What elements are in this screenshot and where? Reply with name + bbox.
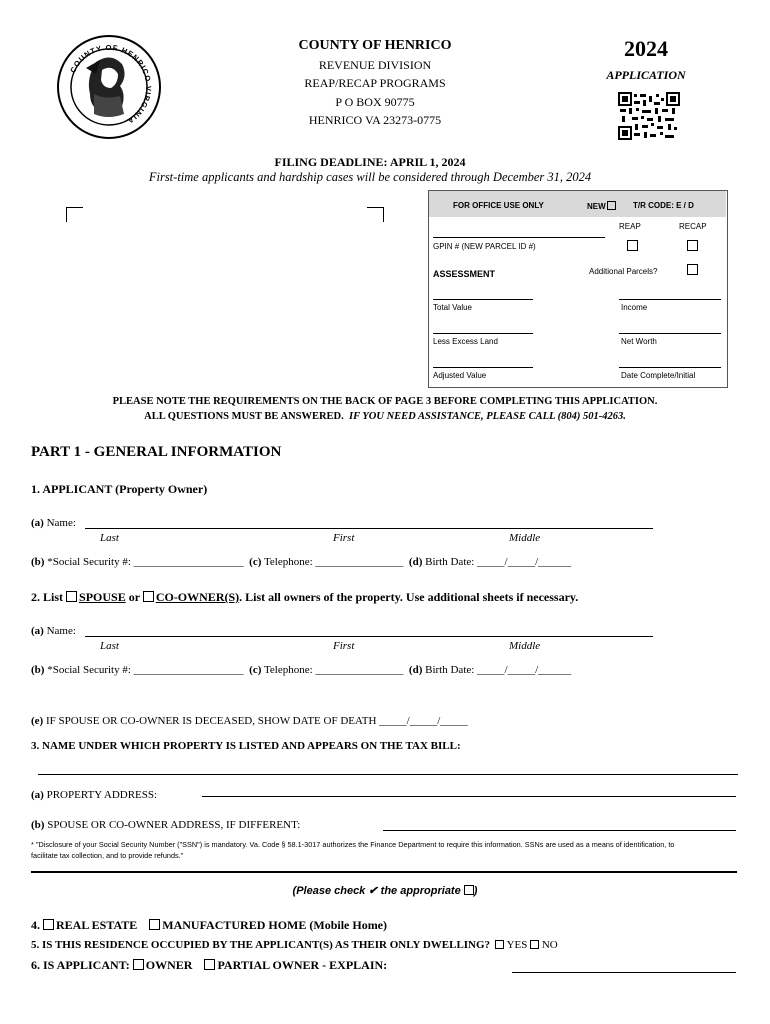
notice-line-1: PLEASE NOTE THE REQUIREMENTS ON THE BACK OF PAGE 3 BEFORE COMPLETING THIS APPLICATION. [112,396,658,407]
filing-note: First-time applicants and hardship cases will be considered through December 31, 2024 [148,170,592,184]
q2-label [31,590,578,605]
spouse-address-row [31,819,300,831]
qr-code-icon [618,92,680,140]
owner-checkbox[interactable] [133,959,144,970]
org-name: COUNTY OF HENRICO [298,38,452,53]
q6-label: 6. IS APPLICANT: [31,958,133,972]
income-label: Income [621,303,648,312]
item-b: (b) [31,556,45,568]
last-label: Last [100,640,119,652]
assessment-label: ASSESSMENT [433,269,496,279]
ssn-field[interactable]: *Social Security #: ____________________ [47,664,244,676]
property-address-label: PROPERTY ADDRESS: [46,789,158,801]
partial-owner-label: PARTIAL OWNER - EXPLAIN: [217,958,388,972]
tax-bill-name-field[interactable] [38,774,738,775]
item-d: (d) [408,556,423,568]
address-window-bracket-right [367,207,384,222]
q5-label: 5. IS THIS RESIDENCE OCCUPIED BY THE APPLICANT(S) AS THEIR ONLY DWELLING? [31,939,491,951]
new-label: NEW [587,202,606,211]
city-zip: HENRICO VA 23273-0775 [308,113,442,127]
new-checkbox[interactable] [607,201,616,210]
first-label: First [333,532,355,544]
owner-label: OWNER [145,958,193,972]
programs: REAP/RECAP PROGRAMS [304,76,446,90]
item-a: (a) [31,517,44,529]
name-label: Name: [46,517,76,529]
office-use-box [428,190,728,388]
check-note-b: the appropriate [377,885,464,897]
birth-date-field[interactable]: Birth Date: _____/_____/______ [425,664,572,676]
doc-type: APPLICATION [606,68,686,82]
county-seal [56,34,162,140]
applicant-ssn-row [31,556,571,568]
q5-row [31,939,558,951]
partial-owner-explain-field[interactable] [512,972,736,973]
gpin-label: GPIN # (NEW PARCEL ID #) [433,242,536,251]
property-address-row [31,789,157,801]
item-b: (b) [31,664,45,676]
division: REVENUE DIVISION [318,57,432,72]
date-of-death-field[interactable]: IF SPOUSE OR CO-OWNER IS DECEASED, SHOW DATE OF DEATH _____/_____/_____ [45,715,468,727]
partial-owner-checkbox[interactable] [204,959,215,970]
coowner-checkbox[interactable] [143,591,154,602]
office-use-title: FOR OFFICE USE ONLY [453,201,544,210]
coowner-name-row [31,625,76,637]
check-note-c: ) [473,885,478,897]
checkmark-icon: ✔ [368,885,378,897]
birth-date-field[interactable]: Birth Date: _____/_____/______ [425,556,572,568]
year: 2024 [624,36,668,61]
notice-assistance: IF YOU NEED ASSISTANCE, PLEASE CALL (804) 501-4263. [349,411,626,422]
q4-num: 4. [31,918,43,932]
property-address-field[interactable] [202,796,736,797]
reap-label: REAP [619,222,641,231]
net-worth-label: Net Worth [621,337,657,346]
spouse-checkbox[interactable] [66,591,77,602]
adjusted-value-line [433,367,533,368]
item-a: (a) [31,625,44,637]
total-value-line [433,299,533,300]
recap-checkbox[interactable] [687,240,698,251]
last-label: Last [100,532,119,544]
q2-num: 2. List [31,590,67,604]
po-box: P O BOX 90775 [335,94,415,109]
additional-parcels-checkbox[interactable] [687,264,698,275]
item-b: (b) [31,819,45,831]
q1-label: 1. APPLICANT (Property Owner) [31,482,208,496]
q2-rest: . List all owners of the property. Use additional sheets if necessary. [239,590,579,604]
q4-row [31,918,387,933]
no-label: NO [541,939,558,951]
date-of-death-row [31,715,468,727]
check-note [160,884,610,897]
spouse-address-label: SPOUSE OR CO-OWNER ADDRESS, IF DIFFERENT: [47,819,301,831]
q3-label: 3. NAME UNDER WHICH PROPERTY IS LISTED AND APPEARS ON THE TAX BILL: [31,740,461,752]
spouse-label: SPOUSE [79,590,126,604]
ssn-disclosure: * "Disclosure of your Social Security Number ("SSN") is mandatory. Va. Code § 58.1-3017 authorizes the Finance Department to require this information. SSNs are used as a means of identification, to facilitate tax collection, and to provide refunds." [31,840,675,860]
date-complete-label: Date Complete/Initial [621,371,696,380]
manufactured-home-label: MANUFACTURED HOME (Mobile Home) [162,918,388,932]
recap-label: RECAP [679,222,707,231]
yes-label: YES [506,939,528,951]
item-e: (e) [31,715,44,727]
applicant-name-row [31,517,76,529]
notice-answer-all: ALL QUESTIONS MUST BE ANSWERED. [144,411,344,422]
middle-label: Middle [509,532,541,544]
seal-icon [56,34,162,140]
q6-row [31,958,387,973]
gpin-line [433,237,605,238]
adjusted-value-label: Adjusted Value [433,371,487,380]
ssn-field[interactable]: *Social Security #: ____________________ [47,556,244,568]
item-c: (c) [249,664,262,676]
spouse-address-field[interactable] [383,830,736,831]
notice-line-2 [20,411,750,422]
date-complete-line [619,367,721,368]
yes-checkbox[interactable] [495,940,504,949]
coowner-name-field[interactable] [85,636,653,637]
telephone-field[interactable]: Telephone: ________________ [263,556,404,568]
address-window-bracket-left [66,207,83,222]
additional-parcels-label: Additional Parcels? [589,267,658,276]
coowner-label: CO-OWNER(S) [155,590,240,604]
income-line [619,299,721,300]
manufactured-home-checkbox[interactable] [149,919,160,930]
applicant-name-field[interactable] [85,528,653,529]
real-estate-label: REAL ESTATE [56,918,138,932]
filing-deadline: FILING DEADLINE: APRIL 1, 2024 [274,155,466,169]
check-note-a: (Please check [292,885,369,897]
qr-code [618,92,680,140]
middle-label: Middle [509,640,541,652]
less-excess-label: Less Excess Land [433,337,498,346]
section-divider [31,871,737,873]
svg-text:COUNTY OF HENRICO VIRGINIA: COUNTY OF HENRICO VIRGINIA [68,42,154,126]
item-d: (d) [408,664,423,676]
q2-or: or [125,590,143,604]
item-a: (a) [31,789,44,801]
tr-code: T/R CODE: E / D [633,201,694,210]
no-checkbox[interactable] [530,940,539,949]
coowner-ssn-row [31,664,571,676]
checkbox-icon [464,885,474,895]
item-c: (c) [249,556,262,568]
part1-title: PART 1 - GENERAL INFORMATION [31,444,282,460]
reap-checkbox[interactable] [627,240,638,251]
telephone-field[interactable]: Telephone: ________________ [263,664,404,676]
total-value-label: Total Value [433,303,472,312]
name-label: Name: [46,625,76,637]
first-label: First [333,640,355,652]
real-estate-checkbox[interactable] [43,919,54,930]
less-excess-line [433,333,533,334]
net-worth-line [619,333,721,334]
